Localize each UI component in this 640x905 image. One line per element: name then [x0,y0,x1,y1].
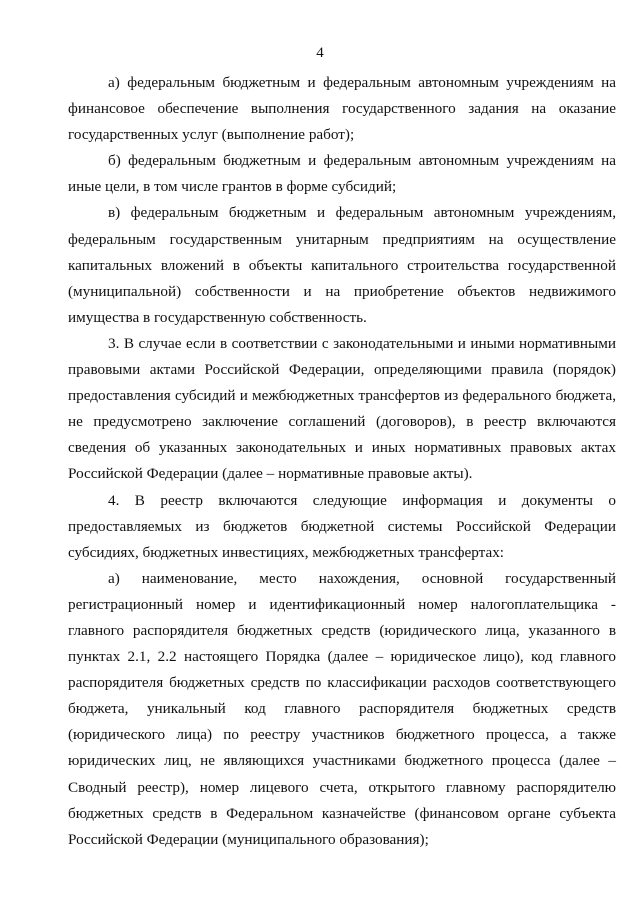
paragraph-4a: а) наименование, место нахождения, основной государственный регистрационный номер и идентификационный номер налогоплательщика - главного распорядителя бюджетных средств (юридического лица, указанного в пунктах 2.1, 2.2 настоящего Порядка (далее – юридическое лицо), код главного распорядителя бюджетных средств по классификации расходов соответствующего бюджета, уникальный код главного распорядителя бюджетных средств (юридического лица) по реестру участников бюджетного процесса, а также юридических лиц, не являющихся участниками бюджетного процесса (далее – Сводный реестр), номер лицевого счета, открытого главному распорядителю бюджетных средств в Федеральном казначействе (финансовом органе субъекта Российской Федерации (муниципального образования); [68,569,616,848]
page-number: 4 [316,45,324,61]
paragraph-2b: б) федеральным бюджетным и федеральным автономным учреждениям на иные цели, в том числе грантов в форме субсидий; [68,152,616,196]
paragraph-3: 3. В случае если в соответствии с законодательными и иными нормативными правовыми актами Российской Федерации, определяющими правила (порядок) предоставления субсидий и межбюджетных трансфертов из федерального бюджета, не предусмотрено заключение соглашений (договоров), в реестр включаются сведения об указанных законодательных и иных нормативных правовых актах Российской Федерации (далее – нормативные правовые акты). [68,334,616,483]
paragraph-2v: в) федеральным бюджетным и федеральным автономным учреждениям, федеральным государственным унитарным предприятиям на осуществление капитальных вложений в объекты капитального строительства государственной (муниципальной) собственности и на приобретение объектов недвижимого имущества в государственную собственность. [68,204,616,326]
paragraph-2a: а) федеральным бюджетным и федеральным автономным учреждениям на финансовое обеспечение выполнения государственного задания на оказание государственных услуг (выполнение работ); [68,74,616,144]
paragraph-4: 4. В реестр включаются следующие информация и документы о предоставляемых из бюджетов бюджетной системы Российской Федерации субсидиях, бюджетных инвестициях, межбюджетных трансфертах: [68,491,616,561]
document-body [68,70,616,853]
